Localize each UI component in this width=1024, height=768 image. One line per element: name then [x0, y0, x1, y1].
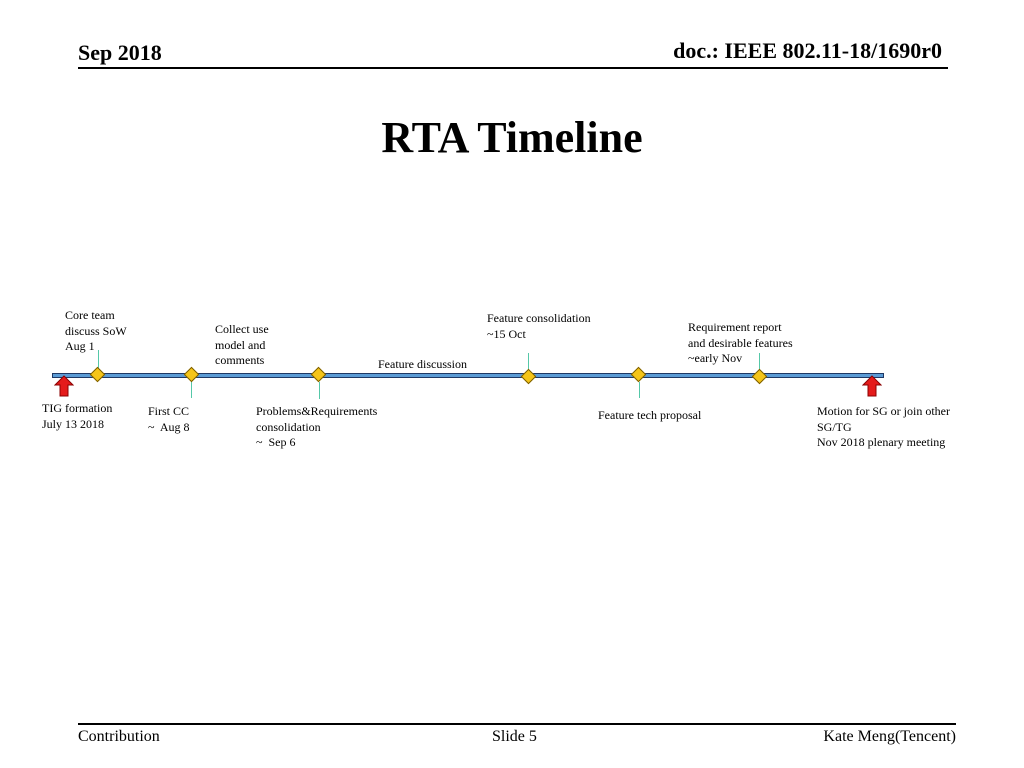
milestone-diamond-feature-consolidation — [521, 369, 537, 385]
milestone-diamond-feature-tech-proposal — [631, 367, 647, 383]
milestone-diamond-requirement-report — [752, 369, 768, 385]
footer-author: Kate Meng(Tencent) — [823, 728, 956, 745]
header-date: Sep 2018 — [78, 40, 162, 65]
arrow-up-icon — [862, 375, 882, 397]
label-problems-requirements: Problems&Requirements consolidation ~ Sep 6 — [256, 404, 378, 449]
arrow-up-icon — [54, 375, 74, 397]
milestone-diamond-core-team — [90, 367, 106, 383]
tick-feature-tech-proposal — [639, 382, 640, 398]
label-core-team: Core team discuss SoW Aug 1 — [65, 308, 127, 353]
label-requirement-report: Requirement report and desirable features ~early Nov — [688, 320, 793, 365]
label-feature-discussion: Feature discussion — [378, 357, 467, 371]
label-tig-formation: TIG formation July 13 2018 — [42, 401, 113, 431]
label-feature-tech-proposal: Feature tech proposal — [598, 408, 702, 422]
tick-problems-requirements — [319, 382, 320, 399]
label-collect-use-model: Collect use model and comments — [215, 322, 269, 367]
header-divider — [78, 67, 948, 69]
slide-title: RTA Timeline — [381, 113, 643, 162]
footer-divider — [78, 723, 956, 725]
header-doc-id: doc.: IEEE 802.11-18/1690r0 — [673, 38, 942, 63]
label-motion-sg: Motion for SG or join other SG/TG Nov 2018 plenary meeting — [817, 404, 950, 449]
tick-first-cc — [191, 382, 192, 398]
milestone-diamond-problems-requirements — [311, 367, 327, 383]
label-feature-consolidation: Feature consolidation ~15 Oct — [487, 311, 591, 341]
footer-contribution: Contribution — [78, 728, 160, 745]
footer-slide-number: Slide 5 — [492, 728, 537, 745]
label-first-cc: First CC ~ Aug 8 — [148, 404, 190, 434]
milestone-diamond-first-cc — [184, 367, 200, 383]
